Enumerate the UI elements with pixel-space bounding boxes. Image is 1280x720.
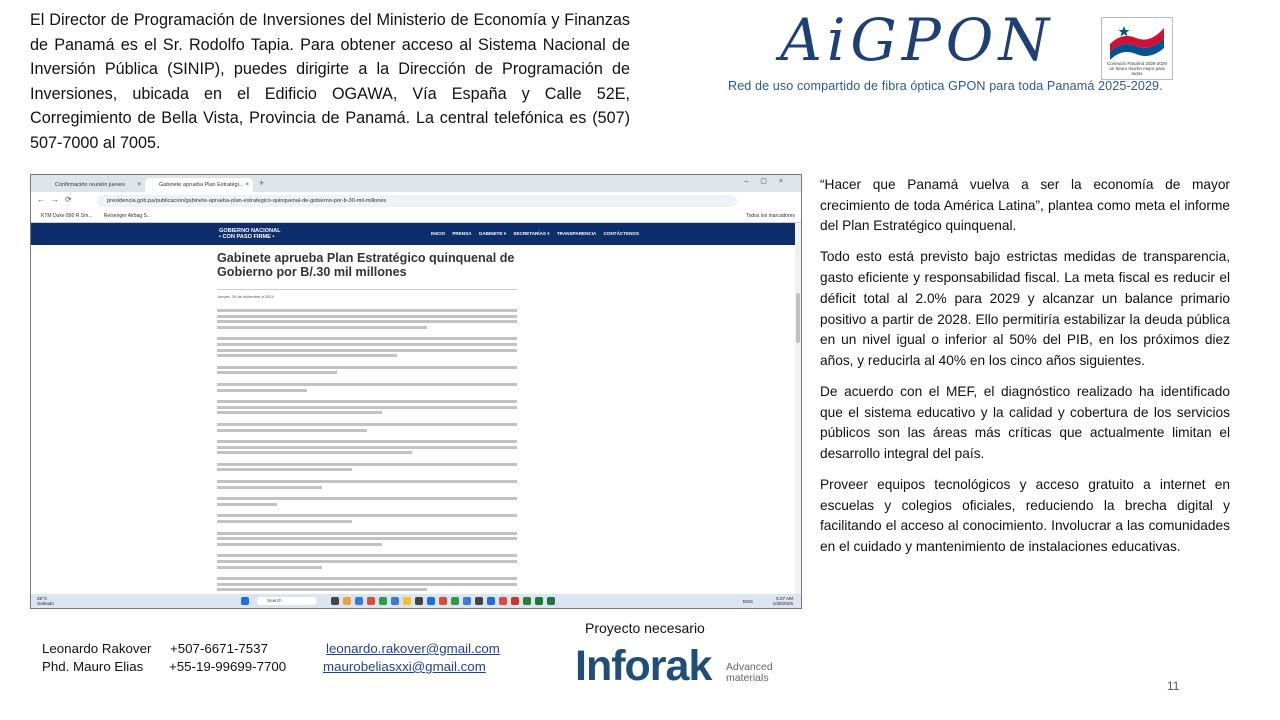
inforak-tagline-line1: Advanced (726, 661, 773, 673)
article-title: Gabinete aprueba Plan Estratégico quinquenal de Gobierno por B/.30 mil millones (217, 251, 515, 279)
start-icon[interactable] (241, 597, 249, 605)
contact-name: Leonardo Rakover (42, 641, 152, 656)
site-nav (431, 231, 645, 237)
contact-phone: +55-19-99699-7700 (169, 659, 287, 674)
flag-caption: Conexión Panamá 2025-2029 un futuro mucho mejor para todos (1107, 61, 1167, 76)
taskbar-app-icon[interactable] (367, 597, 375, 605)
taskbar-app-icon[interactable] (415, 597, 423, 605)
taskbar-app-icon[interactable] (355, 597, 363, 605)
taskbar-app-icon[interactable] (487, 597, 495, 605)
site-nav-item[interactable]: INICIO (431, 231, 446, 236)
site-nav-item[interactable]: SECRETARÍAS ▾ (513, 231, 550, 236)
weather-desc: Soleado (37, 601, 54, 606)
inforak-tagline-line2: materials (726, 672, 769, 684)
taskbar-app-icon[interactable] (403, 597, 411, 605)
taskbar-app-icon[interactable] (475, 597, 483, 605)
weather-widget[interactable] (37, 596, 54, 606)
site-logo-line2: • CON PASO FIRME • (219, 234, 275, 240)
taskbar-app-icon[interactable] (511, 597, 519, 605)
taskbar-app-icon[interactable] (391, 597, 399, 605)
panama-flag-icon (1102, 18, 1172, 62)
site-logo-line1: GOBIERNO NACIONAL (219, 228, 281, 234)
close-icon[interactable]: × (245, 182, 249, 188)
proyecto-label: Proyecto necesario (585, 620, 705, 636)
taskbar-app-icon[interactable] (499, 597, 507, 605)
os-taskbar (31, 594, 801, 608)
aigpon-logo (770, 6, 1070, 80)
tray-clock[interactable] (773, 596, 793, 606)
url-field[interactable]: presidencia.gob.pa/publicacion/gabinete-aprueba-plan-estrategico-quinquenal-de-gobierno-por-b-30-mil-millones (97, 195, 737, 207)
address-bar-row (31, 192, 801, 210)
browser-tab[interactable]: Confirmación reunión jueves × (41, 178, 145, 192)
taskbar-app-icon[interactable] (535, 597, 543, 605)
contact-email-link[interactable]: leonardo.rakover@gmail.com (326, 641, 500, 656)
site-nav-item[interactable]: PRENSA (452, 231, 472, 236)
bookmarks-bar (31, 210, 801, 223)
taskbar-app-icon[interactable] (379, 597, 387, 605)
page-number: 11 (1167, 679, 1180, 693)
taskbar-app-icon[interactable] (451, 597, 459, 605)
weather-temp: 28°C (37, 596, 48, 601)
browser-tabbar (31, 175, 801, 192)
tray-date: 1/30/2025 (772, 601, 793, 606)
bookmark-item[interactable]: Reisenger Airbag S... (103, 213, 152, 219)
taskbar-app-icon[interactable] (547, 597, 555, 605)
close-icon[interactable]: × (137, 182, 141, 188)
site-nav-item[interactable]: TRANSPARENCIA (556, 231, 597, 236)
browser-screenshot (30, 174, 802, 609)
contact-phone: +507-6671-7537 (170, 641, 268, 656)
scrollbar-thumb[interactable] (796, 293, 800, 343)
browser-tab-active[interactable]: Gabinete aprueba Plan Estratégi... × (145, 178, 253, 192)
all-bookmarks[interactable]: Todos los marcadores (746, 213, 795, 219)
taskbar-app-icon[interactable] (523, 597, 531, 605)
new-tab-icon[interactable]: + (259, 178, 265, 188)
contact-name: Phd. Mauro Elias (42, 659, 144, 674)
taskbar-app-icon[interactable] (439, 597, 447, 605)
site-header (31, 223, 797, 245)
article-date: Jueves, 26 de diciembre a 2024 (217, 294, 274, 299)
inforak-tagline (726, 662, 773, 684)
contact-email-link[interactable]: maurobeliasxxi@gmail.com (323, 659, 486, 674)
taskbar-app-icon[interactable] (427, 597, 435, 605)
inforak-logo (575, 640, 795, 696)
panama-flag-badge (1101, 17, 1173, 80)
taskbar-app-icon[interactable] (331, 597, 339, 605)
taskbar-search[interactable]: Search (257, 597, 317, 605)
tray-time: 5:27 AM (776, 596, 793, 601)
aigpon-logo-text: AiGPON (780, 6, 1055, 74)
aigpon-subtitle: Red de uso compartido de fibra óptica GPON para toda Panamá 2025-2029. (728, 79, 1163, 93)
intro-paragraph: El Director de Programación de Inversiones del Ministerio de Economía y Finanzas de Panamá es el Sr. Rodolfo Tapia. Para obtener acceso al Sistema Nacional de Inversión Pública (SINIP), puedes dirigirte a la Dirección de Programación de Inversiones, ubicada en el Edificio OGAWA, Vía España y Calle 52E, Corregimiento de Bella Vista, Provincia de Panamá. La central telefónica es (507) 507-7000 al 7005. (30, 11, 630, 152)
right-paragraph: Todo esto está previsto bajo estrictas medidas de transparencia, gasto eficiente y responsabilidad fiscal. La meta fiscal es reducir el déficit total al 2.0% para 2029 y alcanzar un balance primario positivo a partir de 2028. Ello permitiría estabilizar la deuda pública en un nivel igual o inferior al 50% del PIB, en los próximos diez años, y reducirla al 40% en los cinco años siguientes. (820, 249, 1230, 368)
page-scrollbar[interactable] (795, 223, 801, 595)
site-logo[interactable] (219, 228, 281, 240)
right-paragraph: De acuerdo con el MEF, el diagnóstico realizado ha identificado que el sistema educativo y la calidad y cobertura de los servicios públicos son las áreas más críticas que actualmente limitan el desarrollo integral del país. (820, 383, 1230, 462)
site-nav-item[interactable]: GABINETE ▾ (478, 231, 507, 236)
inforak-logo-text: Inforak (575, 642, 712, 690)
site-nav-item[interactable]: CONTÁCTENOS (603, 231, 640, 236)
nav-buttons[interactable]: ←→⟳ (37, 195, 78, 204)
article-body (217, 309, 517, 591)
tray-language[interactable]: ENG (743, 599, 753, 604)
divider (217, 289, 517, 290)
bookmark-item[interactable]: KTM Duke 890 R Sm... (41, 213, 93, 219)
taskbar-app-icon[interactable] (343, 597, 351, 605)
right-paragraph: “Hacer que Panamá vuelva a ser la economía de mayor crecimiento de toda América Latina”, plantea como meta el informe del Plan Estratégico quinquenal. (820, 177, 1230, 234)
right-paragraph: Proveer equipos tecnológicos y acceso gratuito a internet en escuelas y colegios oficiales, reduciendo la brecha digital y facilitando el acceso al conocimiento. Involucrar a las comunidades en el cuidado y mantenimiento de instalaciones educativas. (820, 477, 1230, 555)
right-column (820, 175, 1230, 568)
window-controls[interactable]: –▢× (744, 178, 795, 185)
taskbar-app-icon[interactable] (463, 597, 471, 605)
article (217, 247, 517, 595)
